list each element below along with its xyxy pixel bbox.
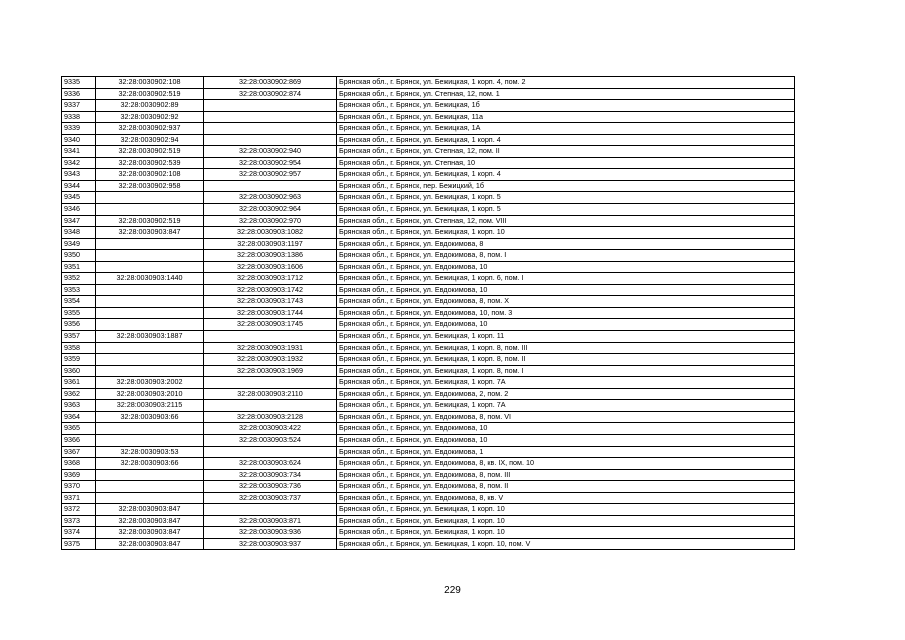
address-cell: Брянская обл., г. Брянск, ул. Евдокимова, 8, пом. VI <box>337 411 795 423</box>
table-row <box>62 123 795 135</box>
row-number-cell: 9353 <box>62 284 96 296</box>
table-row <box>62 273 795 285</box>
object-cadastral-number-cell: 32:28:0030903:524 <box>204 434 337 446</box>
cadastral-number-cell <box>96 261 204 273</box>
address-cell: Брянская обл., г. Брянск, ул. Бежицкая, 1 корп. 7А <box>337 400 795 412</box>
object-cadastral-number-cell: 32:28:0030903:937 <box>204 538 337 550</box>
address-cell: Брянская обл., г. Брянск, ул. Бежицкая, 1 корп. 6, пом. I <box>337 273 795 285</box>
row-number-cell: 9347 <box>62 215 96 227</box>
table-row <box>62 238 795 250</box>
cadastral-number-cell: 32:28:0030902:94 <box>96 134 204 146</box>
address-cell: Брянская обл., г. Брянск, ул. Степная, 12, пом. 1 <box>337 88 795 100</box>
table-row <box>62 284 795 296</box>
object-cadastral-number-cell: 32:28:0030903:1932 <box>204 354 337 366</box>
address-cell: Брянская обл., г. Брянск, ул. Бежицкая, 1 корп. 10 <box>337 227 795 239</box>
object-cadastral-number-cell <box>204 134 337 146</box>
table-row <box>62 77 795 89</box>
address-cell: Брянская обл., г. Брянск, ул. Евдокимова, 2, пом. 2 <box>337 388 795 400</box>
address-cell: Брянская обл., г. Брянск, ул. Бежицкая, 1 корп. 10 <box>337 504 795 516</box>
address-cell: Брянская обл., г. Брянск, ул. Евдокимова, 8, пом. II <box>337 481 795 493</box>
address-cell: Брянская обл., г. Брянск, ул. Евдокимова, 8, пом. X <box>337 296 795 308</box>
table-row <box>62 111 795 123</box>
table-row <box>62 192 795 204</box>
address-cell: Брянская обл., г. Брянск, ул. Бежицкая, 1 корп. 4, пом. 2 <box>337 77 795 89</box>
object-cadastral-number-cell: 32:28:0030903:2110 <box>204 388 337 400</box>
address-cell: Брянская обл., г. Брянск, ул. Бежицкая, 11а <box>337 111 795 123</box>
page-number: 229 <box>444 585 461 596</box>
address-cell: Брянская обл., г. Брянск, ул. Степная, 12, пом. VIII <box>337 215 795 227</box>
row-number-cell: 9365 <box>62 423 96 435</box>
row-number-cell: 9338 <box>62 111 96 123</box>
cadastral-number-cell <box>96 238 204 250</box>
object-cadastral-number-cell <box>204 504 337 516</box>
table-row <box>62 515 795 527</box>
cadastral-number-cell: 32:28:0030902:519 <box>96 146 204 158</box>
object-cadastral-number-cell: 32:28:0030902:957 <box>204 169 337 181</box>
object-cadastral-number-cell: 32:28:0030903:737 <box>204 492 337 504</box>
row-number-cell: 9343 <box>62 169 96 181</box>
table-row <box>62 446 795 458</box>
cadastral-number-cell: 32:28:0030903:847 <box>96 504 204 516</box>
cadastral-number-cell: 32:28:0030902:958 <box>96 180 204 192</box>
table-row <box>62 157 795 169</box>
table-row <box>62 492 795 504</box>
object-cadastral-number-cell: 32:28:0030903:2128 <box>204 411 337 423</box>
row-number-cell: 9366 <box>62 434 96 446</box>
row-number-cell: 9340 <box>62 134 96 146</box>
cadastral-number-cell: 32:28:0030902:539 <box>96 157 204 169</box>
object-cadastral-number-cell: 32:28:0030903:1712 <box>204 273 337 285</box>
table-row <box>62 527 795 539</box>
object-cadastral-number-cell: 32:28:0030903:1082 <box>204 227 337 239</box>
address-cell: Брянская обл., г. Брянск, ул. Бежицкая, 1б <box>337 100 795 112</box>
object-cadastral-number-cell <box>204 377 337 389</box>
address-cell: Брянская обл., г. Брянск, ул. Бежицкая, 1 корп. 4 <box>337 169 795 181</box>
table-row <box>62 100 795 112</box>
cadastral-number-cell: 32:28:0030903:847 <box>96 515 204 527</box>
object-cadastral-number-cell: 32:28:0030902:874 <box>204 88 337 100</box>
object-cadastral-number-cell <box>204 111 337 123</box>
row-number-cell: 9370 <box>62 481 96 493</box>
row-number-cell: 9348 <box>62 227 96 239</box>
row-number-cell: 9369 <box>62 469 96 481</box>
address-cell: Брянская обл., г. Брянск, ул. Степная, 10 <box>337 157 795 169</box>
row-number-cell: 9352 <box>62 273 96 285</box>
row-number-cell: 9368 <box>62 458 96 470</box>
address-cell: Брянская обл., г. Брянск, ул. Евдокимова, 1 <box>337 446 795 458</box>
table-row <box>62 146 795 158</box>
row-number-cell: 9351 <box>62 261 96 273</box>
cadastral-number-cell <box>96 481 204 493</box>
table-body <box>62 77 795 550</box>
cadastral-number-cell <box>96 365 204 377</box>
cadastral-number-cell: 32:28:0030902:519 <box>96 88 204 100</box>
cadastral-number-cell <box>96 342 204 354</box>
table-row <box>62 377 795 389</box>
cadastral-number-cell: 32:28:0030903:847 <box>96 527 204 539</box>
cadastral-number-cell: 32:28:0030903:1440 <box>96 273 204 285</box>
object-cadastral-number-cell: 32:28:0030903:1745 <box>204 319 337 331</box>
row-number-cell: 9361 <box>62 377 96 389</box>
table-row <box>62 204 795 216</box>
object-cadastral-number-cell <box>204 100 337 112</box>
cadastral-number-cell <box>96 296 204 308</box>
table-row <box>62 423 795 435</box>
cadastral-number-cell: 32:28:0030903:1887 <box>96 331 204 343</box>
address-cell: Брянская обл., г. Брянск, ул. Евдокимова, 8, кв. IX, пом. 10 <box>337 458 795 470</box>
table-row <box>62 481 795 493</box>
row-number-cell: 9363 <box>62 400 96 412</box>
address-cell: Брянская обл., г. Брянск, ул. Бежицкая, 1 корп. 4 <box>337 134 795 146</box>
table-row <box>62 458 795 470</box>
address-cell: Брянская обл., г. Брянск, ул. Евдокимова, 8, пом. III <box>337 469 795 481</box>
object-cadastral-number-cell: 32:28:0030903:1742 <box>204 284 337 296</box>
table-row <box>62 88 795 100</box>
row-number-cell: 9354 <box>62 296 96 308</box>
object-cadastral-number-cell: 32:28:0030902:963 <box>204 192 337 204</box>
cadastral-number-cell: 32:28:0030902:89 <box>96 100 204 112</box>
cadastral-number-cell <box>96 319 204 331</box>
table-row <box>62 250 795 262</box>
cadastral-number-cell: 32:28:0030903:66 <box>96 411 204 423</box>
object-cadastral-number-cell: 32:28:0030903:1743 <box>204 296 337 308</box>
row-number-cell: 9342 <box>62 157 96 169</box>
object-cadastral-number-cell: 32:28:0030902:954 <box>204 157 337 169</box>
address-cell: Брянская обл., г. Брянск, ул. Бежицкая, 1 корп. 5 <box>337 192 795 204</box>
row-number-cell: 9350 <box>62 250 96 262</box>
row-number-cell: 9374 <box>62 527 96 539</box>
object-cadastral-number-cell: 32:28:0030903:736 <box>204 481 337 493</box>
address-cell: Брянская обл., г. Брянск, ул. Бежицкая, 1 корп. 8, пом. I <box>337 365 795 377</box>
row-number-cell: 9357 <box>62 331 96 343</box>
address-cell: Брянская обл., г. Брянск, ул. Бежицкая, 1А <box>337 123 795 135</box>
cadastral-number-cell: 32:28:0030903:847 <box>96 538 204 550</box>
object-cadastral-number-cell: 32:28:0030903:1969 <box>204 365 337 377</box>
table-row <box>62 354 795 366</box>
cadastral-number-cell <box>96 354 204 366</box>
cadastral-number-cell: 32:28:0030903:2115 <box>96 400 204 412</box>
address-cell: Брянская обл., г. Брянск, ул. Бежицкая, 1 корп. 10 <box>337 515 795 527</box>
cadastral-number-cell: 32:28:0030903:66 <box>96 458 204 470</box>
cadastral-number-cell: 32:28:0030903:2010 <box>96 388 204 400</box>
object-cadastral-number-cell: 32:28:0030903:624 <box>204 458 337 470</box>
table-row <box>62 134 795 146</box>
row-number-cell: 9359 <box>62 354 96 366</box>
cadastral-number-cell: 32:28:0030902:108 <box>96 77 204 89</box>
row-number-cell: 9375 <box>62 538 96 550</box>
row-number-cell: 9355 <box>62 307 96 319</box>
address-cell: Брянская обл., г. Брянск, ул. Евдокимова, 8, кв. V <box>337 492 795 504</box>
object-cadastral-number-cell: 32:28:0030902:970 <box>204 215 337 227</box>
object-cadastral-number-cell: 32:28:0030903:871 <box>204 515 337 527</box>
table-row <box>62 169 795 181</box>
cadastral-number-cell: 32:28:0030902:519 <box>96 215 204 227</box>
address-cell: Брянская обл., г. Брянск, ул. Евдокимова, 10 <box>337 284 795 296</box>
row-number-cell: 9360 <box>62 365 96 377</box>
object-cadastral-number-cell <box>204 180 337 192</box>
cadastral-number-cell <box>96 469 204 481</box>
address-cell: Брянская обл., г. Брянск, ул. Евдокимова, 10 <box>337 434 795 446</box>
row-number-cell: 9372 <box>62 504 96 516</box>
object-cadastral-number-cell: 32:28:0030903:422 <box>204 423 337 435</box>
cadastral-number-cell <box>96 307 204 319</box>
cadastral-number-cell: 32:28:0030902:937 <box>96 123 204 135</box>
table-row <box>62 180 795 192</box>
table-row <box>62 215 795 227</box>
row-number-cell: 9345 <box>62 192 96 204</box>
cadastral-number-cell: 32:28:0030902:92 <box>96 111 204 123</box>
cadastral-number-cell <box>96 192 204 204</box>
table-row <box>62 400 795 412</box>
cadastral-number-cell <box>96 284 204 296</box>
table-row <box>62 411 795 423</box>
table-row <box>62 434 795 446</box>
row-number-cell: 9349 <box>62 238 96 250</box>
address-cell: Брянская обл., г. Брянск, пер. Бежицкий, 1б <box>337 180 795 192</box>
object-cadastral-number-cell <box>204 331 337 343</box>
cadastral-number-cell: 32:28:0030903:2002 <box>96 377 204 389</box>
row-number-cell: 9358 <box>62 342 96 354</box>
object-cadastral-number-cell: 32:28:0030902:940 <box>204 146 337 158</box>
row-number-cell: 9337 <box>62 100 96 112</box>
address-cell: Брянская обл., г. Брянск, ул. Евдокимова, 8, пом. I <box>337 250 795 262</box>
table-row <box>62 261 795 273</box>
object-cadastral-number-cell <box>204 446 337 458</box>
address-cell: Брянская обл., г. Брянск, ул. Евдокимова, 8 <box>337 238 795 250</box>
row-number-cell: 9367 <box>62 446 96 458</box>
cadastral-table <box>61 76 795 550</box>
address-cell: Брянская обл., г. Брянск, ул. Бежицкая, 1 корп. 10 <box>337 527 795 539</box>
table-row <box>62 331 795 343</box>
address-cell: Брянская обл., г. Брянск, ул. Бежицкая, 1 корп. 5 <box>337 204 795 216</box>
table-row <box>62 307 795 319</box>
table-row <box>62 504 795 516</box>
cadastral-number-cell: 32:28:0030902:108 <box>96 169 204 181</box>
object-cadastral-number-cell: 32:28:0030902:869 <box>204 77 337 89</box>
row-number-cell: 9336 <box>62 88 96 100</box>
address-cell: Брянская обл., г. Брянск, ул. Бежицкая, 1 корп. 7А <box>337 377 795 389</box>
address-cell: Брянская обл., г. Брянск, ул. Евдокимова, 10 <box>337 261 795 273</box>
address-cell: Брянская обл., г. Брянск, ул. Бежицкая, 1 корп. 11 <box>337 331 795 343</box>
object-cadastral-number-cell: 32:28:0030903:1606 <box>204 261 337 273</box>
table-row <box>62 365 795 377</box>
object-cadastral-number-cell: 32:28:0030903:1931 <box>204 342 337 354</box>
object-cadastral-number-cell <box>204 400 337 412</box>
object-cadastral-number-cell <box>204 123 337 135</box>
table-row <box>62 296 795 308</box>
object-cadastral-number-cell: 32:28:0030902:964 <box>204 204 337 216</box>
address-cell: Брянская обл., г. Брянск, ул. Евдокимова, 10 <box>337 319 795 331</box>
row-number-cell: 9356 <box>62 319 96 331</box>
row-number-cell: 9339 <box>62 123 96 135</box>
address-cell: Брянская обл., г. Брянск, ул. Бежицкая, 1 корп. 10, пом. V <box>337 538 795 550</box>
address-cell: Брянская обл., г. Брянск, ул. Евдокимова, 10 <box>337 423 795 435</box>
table-row <box>62 388 795 400</box>
address-cell: Брянская обл., г. Брянск, ул. Степная, 12, пом. II <box>337 146 795 158</box>
row-number-cell: 9341 <box>62 146 96 158</box>
object-cadastral-number-cell: 32:28:0030903:1744 <box>204 307 337 319</box>
address-cell: Брянская обл., г. Брянск, ул. Евдокимова, 10, пом. 3 <box>337 307 795 319</box>
row-number-cell: 9346 <box>62 204 96 216</box>
object-cadastral-number-cell: 32:28:0030903:936 <box>204 527 337 539</box>
row-number-cell: 9371 <box>62 492 96 504</box>
object-cadastral-number-cell: 32:28:0030903:1386 <box>204 250 337 262</box>
cadastral-number-cell <box>96 492 204 504</box>
cadastral-number-cell <box>96 423 204 435</box>
object-cadastral-number-cell: 32:28:0030903:1197 <box>204 238 337 250</box>
row-number-cell: 9344 <box>62 180 96 192</box>
row-number-cell: 9373 <box>62 515 96 527</box>
cadastral-number-cell <box>96 204 204 216</box>
cadastral-number-cell: 32:28:0030903:847 <box>96 227 204 239</box>
cadastral-number-cell <box>96 250 204 262</box>
address-cell: Брянская обл., г. Брянск, ул. Бежицкая, 1 корп. 8, пом. III <box>337 342 795 354</box>
table-row <box>62 342 795 354</box>
table-row <box>62 227 795 239</box>
cadastral-number-cell: 32:28:0030903:53 <box>96 446 204 458</box>
cadastral-number-cell <box>96 434 204 446</box>
row-number-cell: 9362 <box>62 388 96 400</box>
table-row <box>62 469 795 481</box>
object-cadastral-number-cell: 32:28:0030903:734 <box>204 469 337 481</box>
table-row <box>62 538 795 550</box>
row-number-cell: 9364 <box>62 411 96 423</box>
table-row <box>62 319 795 331</box>
address-cell: Брянская обл., г. Брянск, ул. Бежицкая, 1 корп. 8, пом. II <box>337 354 795 366</box>
row-number-cell: 9335 <box>62 77 96 89</box>
